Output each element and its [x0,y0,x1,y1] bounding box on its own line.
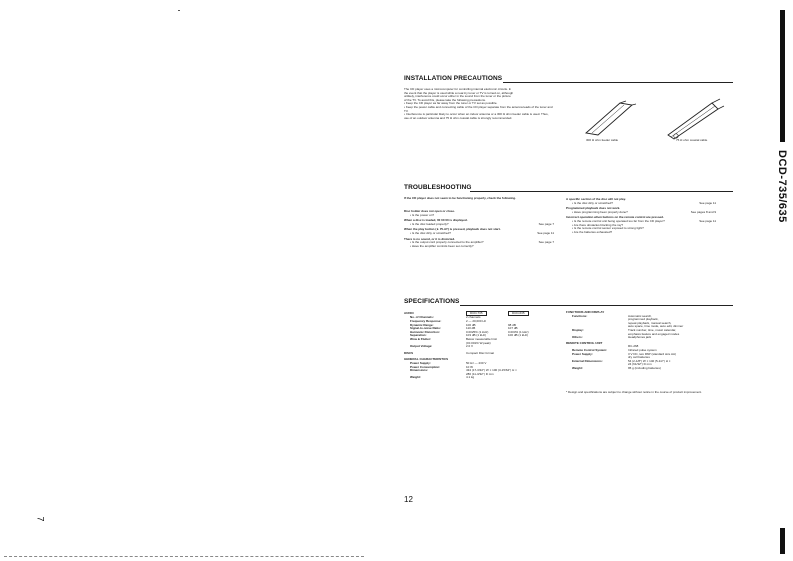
installation-bullet: • Keep the CD player as far away from the tuner or TV set as possible. [404,102,554,106]
trouble-check [566,202,716,206]
installation-line: unlikely, interference could occur either in the sound from the tuner or the picture [404,94,511,99]
trouble-check-text: • Is the disc dirty or scratched? [572,201,613,205]
spec-label: Signal-to-noise Ratio: [410,326,441,331]
installation-paragraph [404,88,554,120]
spec-label: Separation: [410,333,427,338]
trouble-check-text: • Is the disc dirty or scratched? [410,231,451,235]
side-bar-top [780,10,785,142]
specifications-left-column [404,311,564,380]
troubleshooting-right-column [566,196,716,234]
trouble-heading: When the play button (► PLAY) is pressed, playback does not start. [404,227,501,232]
side-model-label [777,150,789,480]
general-spec-list [404,362,564,380]
page-number: 12 [404,495,413,504]
model-a-box: DCD-735 [466,311,487,316]
trouble-check-text: • Have programming been properly done? [572,210,628,214]
trouble-check-text: • Is the power on? [410,213,434,217]
spec-value: auto space, time mode, auto edit, dimmer [628,324,684,329]
scan-speck [178,10,180,11]
spec-value-alt: 107 dB [508,326,518,331]
side-bar-bottom [780,528,785,554]
cable-illustration [580,95,730,140]
trouble-check [566,211,716,215]
trouble-check-text: • Is the remote control sensor exposed to strong light? [572,226,644,230]
troubleshooting-left-column [404,208,554,248]
spec-value-alt: 100 dB (1 kHz) [508,333,529,338]
spec-value: 434 (17-3/32") W × 100 (3-15/64") H × [466,368,517,373]
general-heading: GENERAL CHARACTERISTICS [404,357,449,362]
spec-value: Below measurable limit [466,336,497,341]
spec-value: 103 dB (1 kHz) [466,333,487,338]
spec-value: 2.0 V [466,344,474,349]
installation-line: the event that the player is used while a near-by tuner or TV is turned on, although [404,90,514,95]
spec-row [404,345,564,349]
spec-value: Track number, time, music calendar, [628,327,677,332]
spec-value: 2 — 20,000 Hz [466,319,487,323]
spec-value-alt: 0.003% (1 kHz) [508,329,529,334]
trouble-page-ref: See page 11 [699,200,716,205]
spec-label: Others: [572,335,583,340]
spec-label: Dynamic Range: [410,322,434,327]
discs-value: Compact Disc format [466,350,495,355]
spec-label: Output Voltage: [410,344,433,349]
installation-rule [503,82,733,83]
spec-value: 50 Hz — 230 V [466,360,487,365]
spec-value: programmed playback, [628,317,659,322]
spec-label: Display: [572,327,584,332]
specifications-right-column [566,311,736,371]
spec-row [566,336,736,340]
spec-label: No. of Channels: [410,315,434,320]
coaxial-cable-drawing [668,99,724,139]
trouble-page-ref: See pages 8 and 9 [690,209,716,214]
spec-row [404,376,564,380]
trouble-heading: Disc holder does not open or close. [404,209,455,213]
trouble-check [404,214,554,218]
trouble-check-text: • Have the amplifier controls been set correctly? [410,244,474,248]
spec-label: Wow & Flutter: [410,336,432,341]
spec-label: Frequency Response: [410,319,442,323]
spec-value: 4.1 kg [466,375,475,380]
spec-value-alt: 98 dB [508,322,516,327]
spec-value: 110 dB [466,326,476,331]
spec-value: 24 (61/32") D mm [628,362,652,367]
trouble-check [404,245,554,249]
installation-title: INSTALLATION PRECAUTIONS [404,75,503,82]
corner-mark: 7 [35,516,46,522]
trouble-heading: When a disc is loaded, 00 00 00 is displayed. [404,218,468,223]
spec-label: Power Consumption: [410,364,441,369]
spec-label: Power Supply: [410,360,431,365]
installation-line: of the TV. To avoid this, please take the following precautions. [404,97,486,102]
audio-spec-list [404,316,564,348]
trouble-check-text: • Is the output cord properly connected to the amplifier? [410,240,484,244]
spec-row [566,367,736,371]
trouble-page-ref: See page 11 [537,230,554,235]
spec-value: 54 (2-1/8") W × 140 (5-1/2") H × [628,358,671,363]
specifications-footnote: * Design and specifications are subject to change without notice in the course of product improvement. [566,390,702,394]
spec-value: emphasis feature and engaged modes [628,331,680,336]
spec-label: Harmonic Distortion: [410,329,440,334]
trouble-page-ref: See page 7 [538,221,554,226]
spec-value: 100 dB [466,322,476,327]
spec-value: 280 (11-3/32") D mm [466,371,494,376]
spec-value: 2 channels [466,315,481,320]
trouble-heading: There is no sound, or it is distorted. [404,236,456,241]
troubleshooting-rule [470,191,733,192]
page-edge-line [4,556,364,557]
feeder-cable-drawing [586,101,636,135]
specifications-title: SPECIFICATIONS [404,298,460,305]
installation-bullet: • Interference is particular likely to occur when an indoor antenna or a 300 Ω ohm feeder cable is used. Thus, use of an outdoor antenna and 75 Ω ohm coaxial cable is strongly recommended. [404,113,554,120]
spec-label: Functions: [572,313,588,318]
specifications-rule [460,305,733,306]
troubleshooting-intro: If the CD player does not seem to be functioning properly, check the following. [404,196,516,200]
spec-value: Infrared pulse system [628,347,657,352]
model-b-box: DCD-635 [508,311,529,316]
functions-spec-list [566,315,736,340]
spec-value: dry cell batteries [628,355,650,360]
spec-label: Weight: [572,365,583,370]
spec-value: (±0.001% W.peak) [466,340,491,345]
feeder-cable-caption: 300 Ω ohm feeder cable [586,138,619,142]
trouble-check-text: • Are there obstacles blocking the ray? [572,223,623,227]
spec-label: Dimensions: [410,368,429,373]
spec-value: 3 V DC, two R6P (standard size AA) [628,351,676,356]
remote-heading: REMOTE CONTROL UNIT [566,340,603,345]
spec-value: 0.0025% (1 kHz) [466,329,489,334]
audio-heading: AUDIO [404,311,414,315]
trouble-check [404,223,554,227]
trouble-page-ref: See page 7 [538,240,554,245]
discs-heading: DISCS [404,350,414,355]
remote-spec-list [566,345,736,370]
spec-value: repeat playback, manual search, [628,320,672,325]
trouble-check-text: • Is the remote control unit being operated too far from the CD player? [572,219,665,223]
spec-value: 10 W [466,364,474,369]
spec-value: RC-268 [628,344,639,349]
trouble-check-text: • Are the batteries exhausted? [572,230,612,234]
spec-value: Automatic search, [628,313,653,318]
spec-label: Weight: [410,375,421,380]
trouble-check [566,231,716,235]
installation-bullet: • Keep the power cable and connecting cable of the CD player separate from the antenna leads of the tuner and TV. [404,106,554,113]
spec-label: Remote Control System: [572,347,608,352]
functions-heading: FUNCTIONS AND DISPLAY [566,310,605,314]
spec-label: External Dimensions: [572,358,603,363]
trouble-heading: Programmed playback does not work. [566,206,621,211]
trouble-check [404,232,554,236]
trouble-heading: Incorrect operation when buttons on the remote control are pressed. [566,215,664,220]
trouble-check-text: • Is the disc loaded properly? [410,222,449,226]
installation-line: The CD player uses a microcomputer for controlling internal electronic circuits. In [404,87,512,91]
spec-value: 95 g (including batteries) [628,365,661,370]
spec-label: Power Supply: [572,351,593,356]
coaxial-cable-caption: 75 Ω ohm coaxial cable [676,138,708,142]
trouble-page-ref: See page 11 [699,218,716,223]
side-model-text: DCD-735/635 [776,150,788,223]
troubleshooting-title: TROUBLESHOOTING [404,184,472,191]
spec-value: Headphones jack [628,335,652,340]
trouble-heading: A specific section of the disc will not play. [566,197,626,201]
